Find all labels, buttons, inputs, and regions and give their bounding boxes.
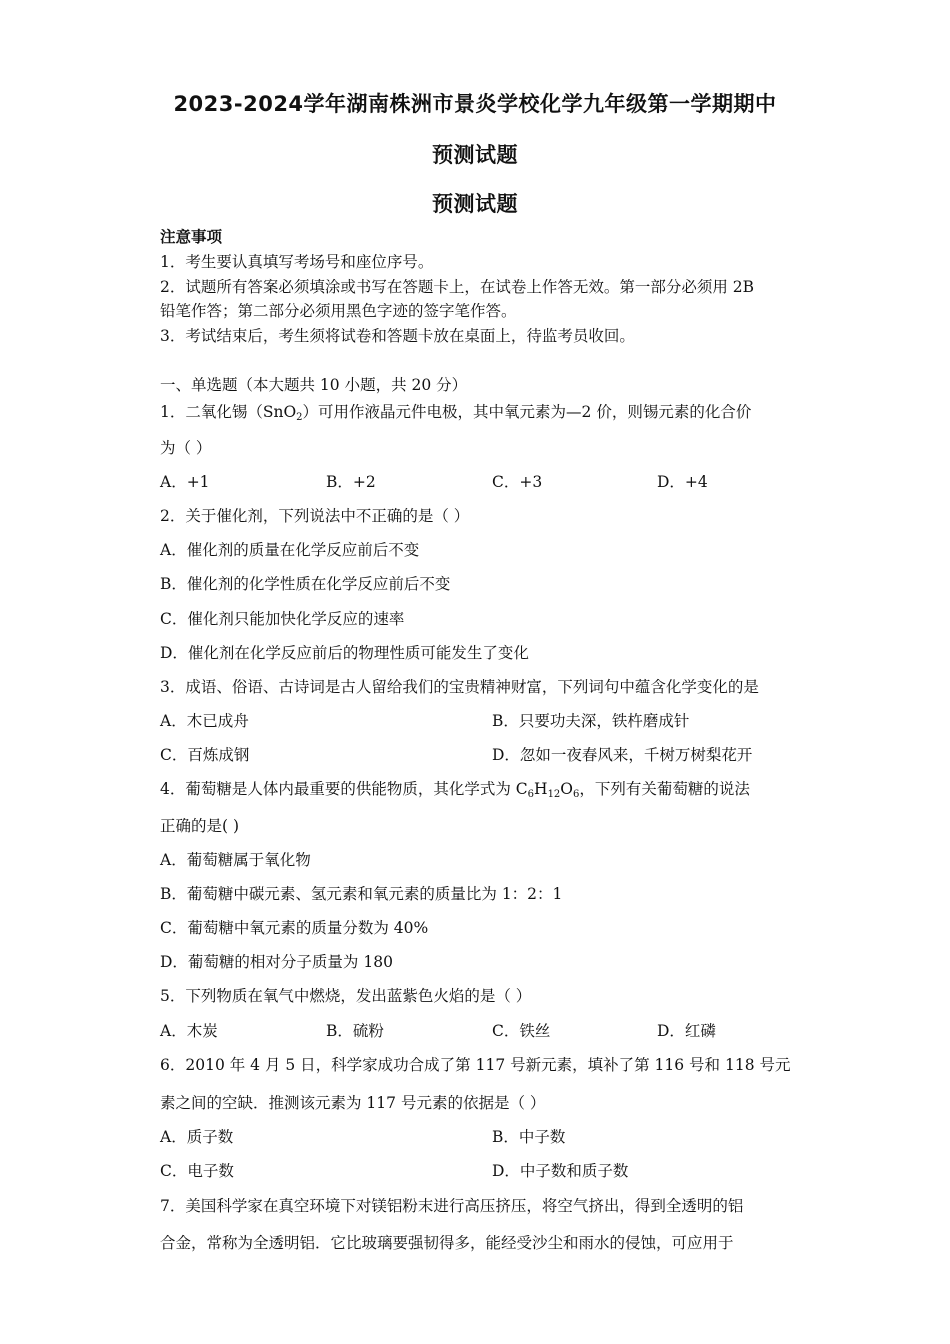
q5-stem: 5．下列物质在氧气中燃烧，发出蓝紫色火焰的是（ ） <box>160 987 532 1005</box>
q4-stem <box>160 779 750 799</box>
q2-option-b: B．催化剂的化学性质在化学反应前后不变 <box>160 575 451 593</box>
q1-option-a: A．+1 <box>160 473 210 491</box>
q4-option-c: C．葡萄糖中氧元素的质量分数为 40% <box>160 919 429 937</box>
q4-stem-a: 4．葡萄糖是人体内最重要的供能物质，其化学式为 C <box>160 780 528 798</box>
q6-option-a: A．质子数 <box>160 1128 234 1146</box>
q4-option-b: B．葡萄糖中碳元素、氢元素和氧元素的质量比为 1：2：1 <box>160 885 563 903</box>
q3-option-b: B．只要功夫深，铁杵磨成针 <box>492 712 690 730</box>
q4-sub-h: 12 <box>547 789 561 800</box>
q1-stem-b: ）可用作液晶元件电极，其中氧元素为—2 价，则锡元素的化合价 <box>302 403 752 421</box>
q6-option-d: D．中子数和质子数 <box>492 1162 629 1180</box>
q4-o: O <box>560 780 574 798</box>
q6-option-c: C．电子数 <box>160 1162 234 1180</box>
notes-item-3: 3．考试结束后，考生须将试卷和答题卡放在桌面上，待监考员收回。 <box>160 327 635 345</box>
section-heading: 一、单选题（本大题共 10 小题，共 20 分） <box>160 376 468 394</box>
notes-heading: 注意事项 <box>160 227 223 246</box>
q3-option-c: C．百炼成钢 <box>160 746 250 764</box>
q1-stem <box>160 402 751 422</box>
q2-option-d: D．催化剂在化学反应前后的物理性质可能发生了变化 <box>160 644 529 662</box>
q6-stem: 6．2010 年 4 月 5 日，科学家成功合成了第 117 号新元素，填补了第 116 号和 118 号元 <box>160 1056 791 1074</box>
q2-option-a: A．催化剂的质量在化学反应前后不变 <box>160 541 420 559</box>
q4-sub-c: 6 <box>527 789 535 800</box>
q4-stem-b: ，下列有关葡萄糖的说法 <box>579 780 750 798</box>
q4-h: H <box>534 780 548 798</box>
notes-item-2: 2．试题所有答案必须填涂或书写在答题卡上，在试卷上作答无效。第一部分必须用 2B <box>160 278 755 296</box>
notes-item-2-cont: 铅笔作答；第二部分必须用黑色字迹的签字笔作答。 <box>160 302 517 320</box>
notes-item-1: 1．考生要认真填写考场号和座位序号。 <box>160 253 434 271</box>
exam-subtitle: 预测试题 <box>432 192 518 216</box>
q7-stem: 7．美国科学家在真空环境下对镁铝粉末进行高压挤压，将空气挤出，得到全透明的铝 <box>160 1197 744 1215</box>
q7-stem-line2: 合金，常称为全透明铝．它比玻璃要强韧得多，能经受沙尘和雨水的侵蚀，可应用于 <box>160 1234 734 1252</box>
q4-sub-o: 6 <box>573 789 580 800</box>
q4-option-d: D．葡萄糖的相对分子质量为 180 <box>160 953 393 971</box>
q6-option-b: B．中子数 <box>492 1128 566 1146</box>
q4-option-a: A．葡萄糖属于氧化物 <box>160 851 311 869</box>
exam-title-line1: 2023-2024学年湖南株洲市景炎学校化学九年级第一学期期中 <box>173 92 777 116</box>
q6-stem-line2: 素之间的空缺．推测该元素为 117 号元素的依据是（ ） <box>160 1094 546 1112</box>
q1-stem-a: 1．二氧化锡（SnO <box>160 403 297 421</box>
q3-stem: 3．成语、俗语、古诗词是古人留给我们的宝贵精神财富，下列词句中蕴含化学变化的是 <box>160 678 759 696</box>
q1-option-b: B．+2 <box>326 473 376 491</box>
q1-option-d: D．+4 <box>657 473 708 491</box>
q1-stem-line2: 为（ ） <box>160 439 212 457</box>
q5-option-d: D．红磷 <box>657 1022 716 1040</box>
q1-subscript: 2 <box>296 412 303 423</box>
q3-option-a: A．木已成舟 <box>160 712 249 730</box>
q1-option-c: C．+3 <box>492 473 543 491</box>
q2-stem: 2．关于催化剂，下列说法中不正确的是（ ） <box>160 507 470 525</box>
exam-title-line2: 预测试题 <box>432 143 518 167</box>
q3-option-d: D．忽如一夜春风来，千树万树梨花开 <box>492 746 753 764</box>
q5-option-b: B．硫粉 <box>326 1022 384 1040</box>
q5-option-c: C．铁丝 <box>492 1022 551 1040</box>
q2-option-c: C．催化剂只能加快化学反应的速率 <box>160 610 405 628</box>
q5-option-a: A．木炭 <box>160 1022 218 1040</box>
q4-stem-line2: 正确的是( ) <box>160 817 240 835</box>
